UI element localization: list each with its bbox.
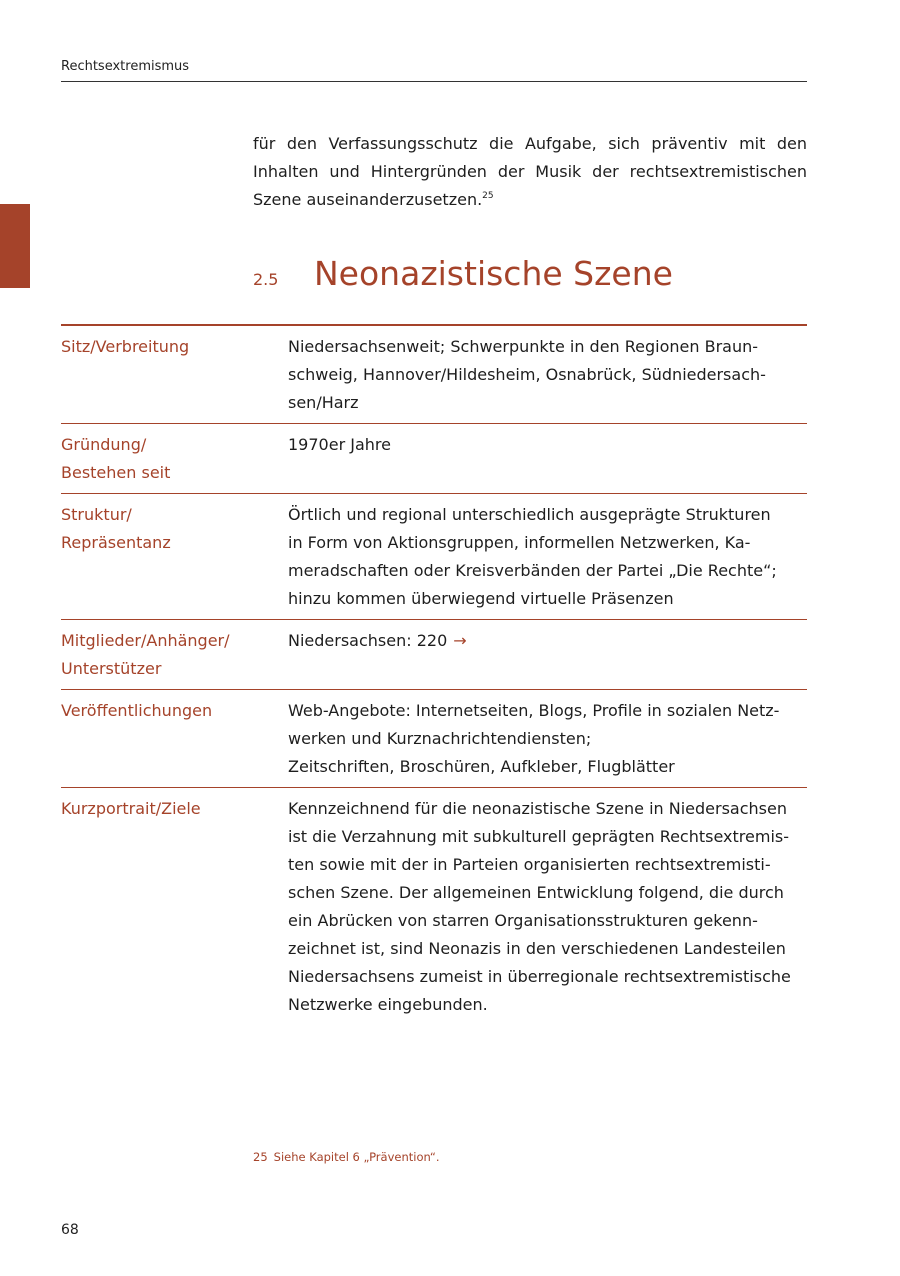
row-value-line [288,431,807,459]
section-heading [253,254,673,293]
row-value-text: zeichnet ist, sind Neonazis in den verschiedenen Landesteilen [288,939,786,958]
row-value-text: schweig, Hannover/Hildesheim, Osnabrück, Südniedersach- [288,365,766,384]
table-row [61,788,807,1025]
row-value-text: Niedersachsen: 220 [288,631,448,650]
row-value-line [288,991,807,1019]
row-value [288,431,807,487]
row-label-line: Repräsentanz [61,533,171,552]
row-value-line [288,935,807,963]
row-value-text: Kennzeichnend für die neonazistische Szene in Niedersachsen [288,799,787,818]
row-value-text: Zeitschriften, Broschüren, Aufkleber, Flugblätter [288,757,675,776]
row-label-line: Veröffentlichungen [61,701,213,720]
row-label [61,333,288,417]
row-value-text: ist die Verzahnung mit subkulturell geprägten Rechtsextremis- [288,827,789,846]
row-label [61,697,288,781]
footnote-reference[interactable]: 25 [482,191,494,201]
section-number: 2.5 [253,270,279,289]
intro-paragraph [253,130,807,214]
table-row [61,494,807,620]
row-value-text: Netzwerke eingebunden. [288,995,488,1014]
row-value-line [288,389,807,417]
header-rule [61,81,807,82]
row-label-line: Sitz/Verbreitung [61,337,190,356]
row-label-line: Struktur/ [61,505,132,524]
running-header: Rechtsextremismus [61,59,190,74]
footnote-text: Siehe Kapitel 6 „Prävention“. [273,1150,440,1164]
row-label [61,501,288,613]
row-value-text: 1970er Jahre [288,435,391,454]
section-title: Neonazistische Szene [314,254,673,293]
footnote [253,1150,440,1164]
table-row [61,326,807,424]
row-value-line [288,907,807,935]
row-value-line [288,361,807,389]
row-value-text: sen/Harz [288,393,359,412]
chapter-tab-marker [0,204,30,288]
row-label-line: Bestehen seit [61,463,171,482]
row-value-line [288,627,807,655]
footnote-number: 25 [253,1150,268,1164]
row-value-line [288,879,807,907]
row-value-line [288,333,807,361]
row-value-text: Niedersachsens zumeist in überregionale rechtsextremistische [288,967,791,986]
row-value [288,627,807,683]
row-label-line: Mitglieder/Anhänger/ [61,631,230,650]
row-value-line [288,795,807,823]
row-label-line: Unterstützer [61,659,162,678]
trend-arrow-icon: → [453,631,467,650]
row-value-line [288,823,807,851]
row-value-line [288,963,807,991]
row-label-line: Kurzportrait/Ziele [61,799,201,818]
row-value-line [288,697,807,725]
row-label [61,795,288,1019]
row-value [288,333,807,417]
row-value-line [288,501,807,529]
row-value-line [288,753,807,781]
row-value-line [288,529,807,557]
row-value-line [288,585,807,613]
row-label-line: Gründung/ [61,435,147,454]
row-value-line [288,557,807,585]
row-value [288,697,807,781]
row-value-text: ein Abrücken von starren Organisationsstrukturen gekenn- [288,911,758,930]
row-value [288,501,807,613]
table-row [61,690,807,788]
row-value-text: hinzu kommen überwiegend virtuelle Präsenzen [288,589,674,608]
table-row [61,620,807,690]
row-value-line [288,851,807,879]
intro-text: für den Verfassungsschutz die Aufgabe, sich präventiv mit den Inhalten und Hintergründen der Musik der rechtsextremistischen Szene auseinanderzusetzen. [253,134,807,209]
row-value-text: Niedersachsenweit; Schwerpunkte in den Regionen Braun- [288,337,759,356]
fact-table [61,324,807,1025]
row-label [61,431,288,487]
row-value-text: werken und Kurznachrichtendiensten; [288,729,592,748]
row-value-text: meradschaften oder Kreisverbänden der Partei „Die Rechte“; [288,561,777,580]
row-value-line [288,725,807,753]
row-label [61,627,288,683]
row-value-text: in Form von Aktionsgruppen, informellen Netzwerken, Ka- [288,533,751,552]
table-row [61,424,807,494]
row-value-text: Örtlich und regional unterschiedlich ausgeprägte Strukturen [288,505,771,524]
row-value-text: ten sowie mit der in Parteien organisierten rechtsextremisti- [288,855,771,874]
row-value [288,795,807,1019]
row-value-text: Web-Angebote: Internetseiten, Blogs, Profile in sozialen Netz- [288,701,780,720]
row-value-text: schen Szene. Der allgemeinen Entwicklung folgend, die durch [288,883,784,902]
page-number: 68 [61,1222,79,1238]
